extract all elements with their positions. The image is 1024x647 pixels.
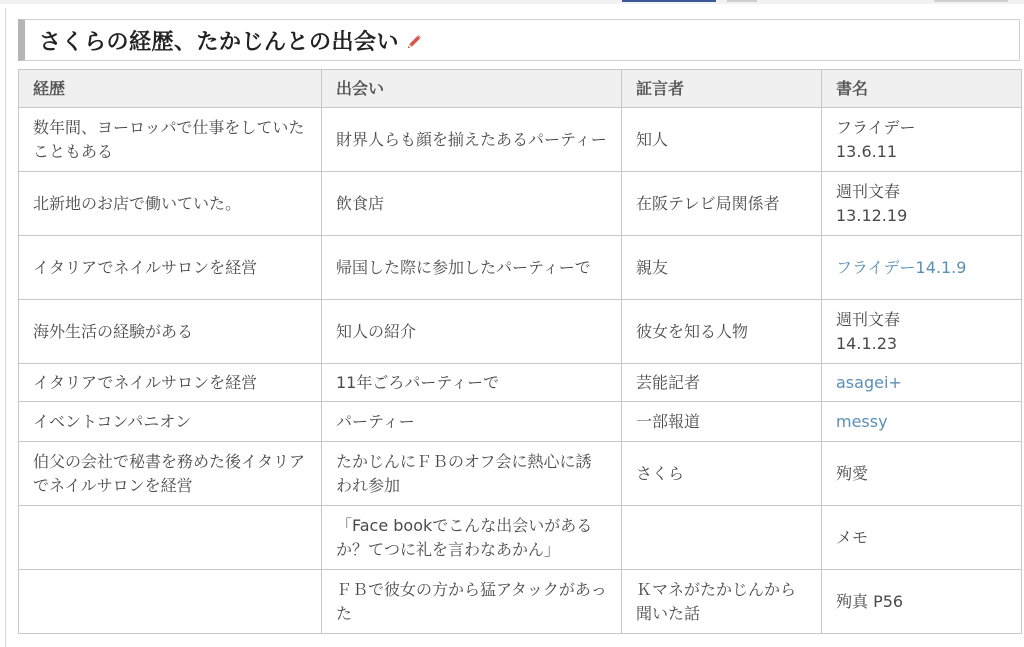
career-cell: 伯父の会社で秘書を務めた後イタリアでネイルサロンを経営 (19, 442, 322, 506)
source-cell (822, 236, 1022, 300)
source-link[interactable]: asagei+ (836, 372, 902, 392)
meeting-cell: 飲食店 (322, 172, 622, 236)
share-button[interactable] (622, 0, 716, 2)
column-header-source: 書名 (822, 70, 1022, 108)
top-toolbar (0, 0, 1024, 4)
source-cell (822, 442, 1022, 506)
meeting-cell: 11年ごろパーティーで (322, 364, 622, 402)
source-link[interactable]: フライデー14.1.9 (836, 257, 967, 277)
meeting-cell: 財界人らも顔を揃えたあるパーティー (322, 108, 622, 172)
table-row (19, 172, 1022, 236)
source-date: 14.1.23 (836, 333, 898, 353)
source-name: 週刊文春 (836, 309, 901, 329)
witness-cell: 芸能記者 (622, 364, 822, 402)
toolbar-button[interactable] (727, 0, 757, 2)
witness-cell: 親友 (622, 236, 822, 300)
witness-cell: 知人 (622, 108, 822, 172)
section-title: さくらの経歴、たかじんとの出会い (39, 29, 400, 55)
career-cell: イタリアでネイルサロンを経営 (19, 364, 322, 402)
column-header-witness: 証言者 (622, 70, 822, 108)
career-cell (19, 506, 322, 570)
career-cell (19, 570, 322, 634)
witness-cell: 在阪テレビ局関係者 (622, 172, 822, 236)
source-name: 週刊文春 (836, 181, 901, 201)
source-cell (822, 402, 1022, 442)
meeting-cell: たかじんにＦＢのオフ会に熱心に誘われ参加 (322, 442, 622, 506)
source-date: 13.6.11 (836, 141, 898, 161)
table-row (19, 402, 1022, 442)
table-row (19, 570, 1022, 634)
table-row (19, 108, 1022, 172)
table-row (19, 364, 1022, 402)
history-table (18, 69, 1022, 634)
career-cell: 海外生活の経験がある (19, 300, 322, 364)
source-cell (822, 506, 1022, 570)
career-cell: 北新地のお店で働いていた。 (19, 172, 322, 236)
source-link[interactable]: messy (836, 411, 888, 431)
source-name: 殉真 P56 (836, 591, 904, 611)
source-date: 13.12.19 (836, 205, 908, 225)
pencil-icon[interactable] (405, 33, 423, 51)
table-row (19, 442, 1022, 506)
witness-cell (622, 506, 822, 570)
source-name: 殉愛 (836, 463, 869, 483)
witness-cell: さくら (622, 442, 822, 506)
career-cell: イタリアでネイルサロンを経営 (19, 236, 322, 300)
career-cell: イベントコンパニオン (19, 402, 322, 442)
source-cell (822, 300, 1022, 364)
left-divider (5, 8, 6, 647)
meeting-cell: ＦＢで彼女の方から猛アタックがあった (322, 570, 622, 634)
witness-cell: Ｋマネがたかじんから聞いた話 (622, 570, 822, 634)
meeting-cell: 知人の紹介 (322, 300, 622, 364)
meeting-cell: 帰国した際に参加したパーティーで (322, 236, 622, 300)
section-heading (18, 19, 1020, 61)
column-header-career: 経歴 (19, 70, 322, 108)
career-cell: 数年間、ヨーロッパで仕事をしていたこともある (19, 108, 322, 172)
table-row (19, 300, 1022, 364)
witness-cell: 一部報道 (622, 402, 822, 442)
table-row (19, 506, 1022, 570)
source-name: フライデー (836, 117, 916, 137)
table-header-row (19, 70, 1022, 108)
source-cell (822, 364, 1022, 402)
witness-cell: 彼女を知る人物 (622, 300, 822, 364)
column-header-meeting: 出会い (322, 70, 622, 108)
toolbar-button[interactable] (934, 0, 1008, 2)
meeting-cell: パーティー (322, 402, 622, 442)
table-row (19, 236, 1022, 300)
meeting-cell: 「Face bookでこんな出会いがあるか？てつに礼を言わなあかん」 (322, 506, 622, 570)
source-cell (822, 570, 1022, 634)
source-cell (822, 172, 1022, 236)
source-cell (822, 108, 1022, 172)
source-name: メモ (836, 527, 869, 547)
